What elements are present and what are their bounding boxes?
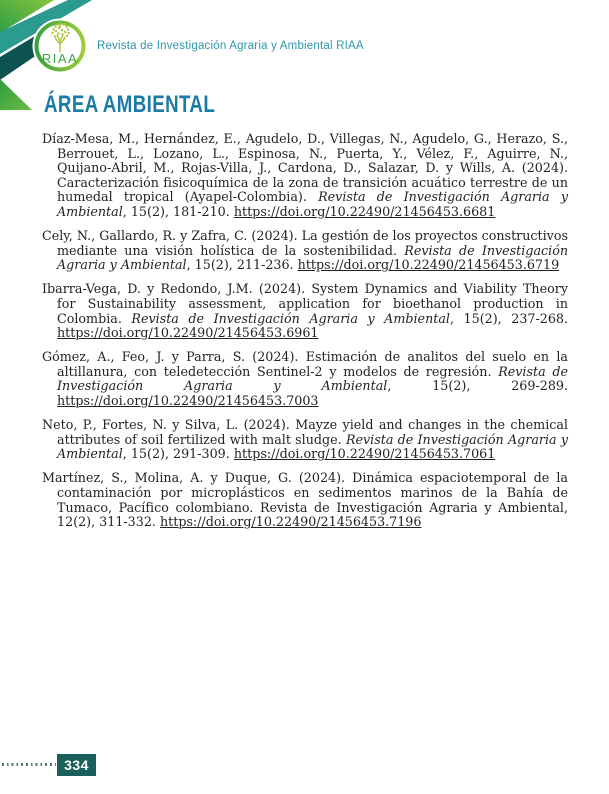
reference-entry bbox=[42, 132, 568, 220]
reference-entry bbox=[42, 471, 568, 529]
doi-link[interactable]: https://doi.org/10.22490/21456453.7061 bbox=[233, 446, 496, 462]
reference-list bbox=[42, 132, 568, 530]
reference-text: Neto, P., Fortes, N. y Silva, L. (2024). Mayze yield and changes in the chemical attributes of soil fertilized with malt sludge. bbox=[42, 417, 568, 447]
doi-link[interactable]: https://doi.org/10.22490/21456453.7196 bbox=[159, 514, 422, 530]
doi-link[interactable]: https://doi.org/10.22490/21456453.6719 bbox=[297, 257, 560, 273]
reference-text: Cely, N., Gallardo, R. y Zafra, C. (2024). La gestión de los proyectos constructivos mediante una visión holística de la sostenibilidad. bbox=[42, 228, 568, 258]
doi-link[interactable]: https://doi.org/10.22490/21456453.6961 bbox=[57, 325, 319, 341]
reference-entry bbox=[42, 282, 568, 340]
reference-entry bbox=[42, 350, 568, 408]
reference-text: Gómez, A., Feo, J. y Parra, S. (2024). Estimación de analitos del suelo en la altillanura, con teledetección Sentinel-2 y modelos de regresión. bbox=[42, 349, 568, 379]
section-title: ÁREA AMBIENTAL bbox=[44, 91, 216, 118]
doi-link[interactable]: https://doi.org/10.22490/21456453.7003 bbox=[57, 393, 319, 408]
reference-text: , 15(2), 269-289. bbox=[387, 378, 568, 394]
reference-text: , 15(2), 181-210. bbox=[122, 203, 234, 219]
dotted-leader bbox=[2, 763, 56, 766]
reference-text: , 15(2), 291-309. bbox=[122, 446, 234, 462]
journal-name-italic: Revista de Investigación Agraria y Ambiental bbox=[131, 310, 450, 326]
reference-text: Ibarra-Vega, D. y Redondo, J.M. (2024). System Dynamics and Viability Theory for Sustainability assessment, application for bioethanol production in Colombia. bbox=[42, 281, 568, 326]
journal-name-italic: Revista de Investigación Agraria y Ambiental bbox=[57, 431, 568, 462]
riaa-logo bbox=[33, 19, 88, 74]
doi-link[interactable]: https://doi.org/10.22490/21456453.6681 bbox=[233, 203, 496, 219]
reference-entry bbox=[42, 229, 568, 273]
reference-text: Martínez, S., Molina, A. y Duque, G. (2024). Dinámica espaciotemporal de la contaminación por microplásticos en sedimentos marinos de la Bahía de Tumaco, Pacífico colombiano. Revista de Investigación Agraria y Ambiental, 12(2), 311-332. bbox=[42, 470, 568, 530]
logo-acronym: RIAA bbox=[41, 51, 79, 66]
reference-text: , 15(2), 237-268. bbox=[449, 310, 568, 326]
reference-entry bbox=[42, 418, 568, 462]
reference-text: Díaz-Mesa, M., Hernández, E., Agudelo, D., Villegas, N., Agudelo, G., Herazo, S., Berrouet, L., Lozano, L., Espinosa, N., Puerta, Y., Vélez, F., Aguirre, N., Quijano-Abril, M., Rojas-Villa, J., Cardona, D., Salazar, D. y Wills, A. (2024). Caracterización fisicoquímica de la zona de transición acuático terrestre de un humedal tropical (Ayapel-Colombia). bbox=[42, 131, 568, 205]
page-number-badge: 334 bbox=[57, 754, 96, 776]
journal-name-italic: Revista de Investigación Agraria y Ambiental bbox=[57, 363, 568, 394]
reference-text: , 15(2), 211-236. bbox=[186, 257, 298, 273]
journal-name-italic: Revista de Investigación Agraria y Ambiental bbox=[57, 242, 569, 273]
page-content bbox=[42, 93, 568, 539]
journal-title: Revista de Investigación Agraria y Ambiental RIAA bbox=[97, 40, 364, 52]
journal-name-italic: Revista de Investigación Agraria y Ambiental bbox=[57, 189, 568, 219]
